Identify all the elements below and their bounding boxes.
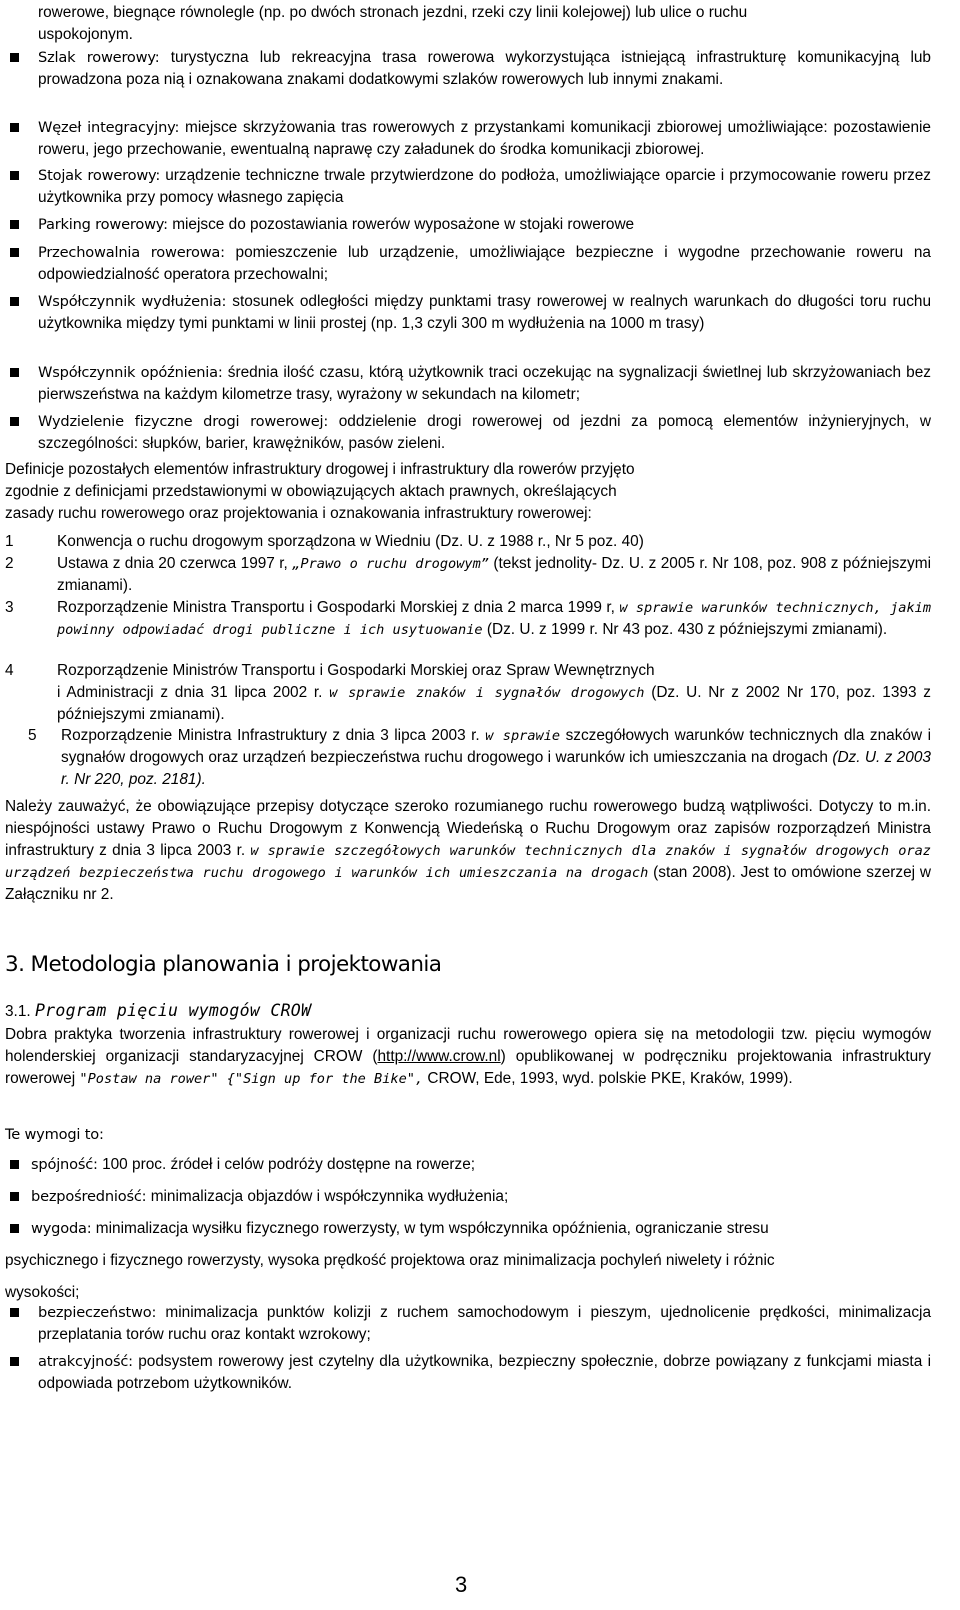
act-item: Rozporządzenie Ministra Transportu i Gospodarki Morskiej z dnia 2 marca 1999 r, w sprawie warunków technicznych, jakim powinny odpowiadać drogi publiczne i ich usytuowanie (Dz. U. z 1999 r. Nr 43 poz. 430 z późniejszymi zmianami).: [57, 599, 931, 638]
defs-intro-line-1: Definicje pozostałych elementów infrastruktury drogowej i infrastruktury dla rowerów przyjęto: [5, 461, 635, 478]
act-number: 3: [5, 599, 14, 616]
bullet-icon: [10, 53, 19, 62]
act-item: Ustawa z dnia 20 czerwca 1997 r, „Prawo o ruchu drogowym” (tekst jednolity- Dz. U. z 2005 r. Nr 108, poz. 908 z późniejszymi zmianami).: [57, 555, 931, 594]
definition-item: Parking rowerowy: miejsce do pozostawiania rowerów wyposażone w stojaki rowerowe: [38, 216, 635, 233]
requirement-item-line-2: psychicznego i fizycznego rowerzysty, wysoka prędkość projektowa oraz minimalizacja pochyleń niwelety i różnic: [5, 1252, 775, 1269]
bullet-icon: [10, 417, 19, 426]
defs-intro-line-2: zgodnie z definicjami przedstawionymi w obowiązujących aktach prawnych, określających: [5, 483, 617, 500]
intro-line-2: uspokojonym.: [38, 26, 133, 43]
intro-line-1: rowerowe, biegnące równolegle (np. po dwóch stronach jezdni, rzeki czy linii kolejowej) lub ulice o ruchu: [38, 4, 748, 21]
requirement-item-line-3: wysokości;: [5, 1284, 80, 1301]
definition-item: Współczynnik wydłużenia: stosunek odległości między punktami trasy rowerowej w realnych warunkach do długości toru ruchu użytkownika między tymi punktami w linii prostej (np. 1,3 czyli 300 m wydłużenia na 1000 m trasy): [38, 293, 932, 332]
requirements-heading: Te wymogi to:: [5, 1126, 104, 1143]
act-number: 4: [5, 662, 14, 679]
page-number: 3: [455, 1572, 468, 1597]
defs-intro-line-3: zasady ruchu rowerowego oraz projektowania i oznakowania infrastruktury rowerowej:: [5, 505, 592, 522]
requirement-item: atrakcyjność: podsystem rowerowy jest czytelny dla użytkownika, bezpieczny społecznie, dobrze powiązany z funkcjami miasta i odpowiada potrzebom użytkowników.: [38, 1353, 932, 1392]
bullet-icon: [10, 123, 19, 132]
definition-item: Stojak rowerowy: urządzenie techniczne trwale przytwierdzone do podłoża, umożliwiające oparcie i przymocowanie roweru przez użytkownika przy pomocy własnego zapięcia: [38, 167, 932, 206]
bullet-icon: [10, 171, 19, 180]
requirement-item: bezpieczeństwo: minimalizacja punktów kolizji z ruchem samochodowym i pieszym, ujednolicenie prędkości, minimalizacja przeplatania torów ruchu oraz kontakt wzrokowy;: [38, 1304, 932, 1343]
act-item-line-1: Rozporządzenie Ministrów Transportu i Gospodarki Morskiej oraz Spraw Wewnętrznych: [57, 662, 655, 679]
act-number: 2: [5, 555, 14, 572]
requirement-item: bezpośredniość: minimalizacja objazdów i współczynnika wydłużenia;: [31, 1188, 509, 1205]
act-number: 5: [28, 727, 37, 744]
bullet-icon: [10, 220, 19, 229]
bullet-icon: [10, 1160, 19, 1169]
subsection-heading: 3.1. Program pięciu wymogów CROW: [5, 1001, 312, 1020]
definition-item: Szlak rowerowy: turystyczna lub rekreacyjna trasa rowerowa wykorzystująca istniejącą infrastrukturę komunikacyjną lub prowadzona poza nią i oznakowana znakami dodatkowymi szlaków rowerowych lub innymi znakami.: [38, 49, 931, 88]
note-paragraph: Należy zauważyć, że obowiązujące przepisy dotyczące szeroko rozumianego ruchu rowerowego budzą wątpliwości. Dotyczy to m.in. niespójności ustawy Prawo o Ruchu Drogowym z Konwencją Wiedeńską o Ruchu Drogowym oraz zapisów rozporządzeń Ministra infrastruktury z dnia 3 lipca 2003 r. w sprawie szczegółowych warunków technicznych dla znaków i sygnałów drogowych oraz urządzeń bezpieczeństwa ruchu drogowego i warunków ich umieszczania na drogach (stan 2008). Jest to omówione szerzej w Załączniku nr 2.: [5, 798, 931, 903]
bullet-icon: [10, 248, 19, 257]
definition-item: Wydzielenie fizyczne drogi rowerowej: oddzielenie drogi rowerowej od jezdni za pomocą elementów inżynieryjnych, w szczególności: słupków, barier, krawężników, pasów zieleni.: [38, 413, 931, 452]
act-item: Konwencja o ruchu drogowym sporządzona w Wiedniu (Dz. U. z 1988 r., Nr 5 poz. 40): [57, 533, 644, 550]
bullet-icon: [10, 1224, 19, 1233]
bullet-icon: [10, 1308, 19, 1317]
act-item: i Administracji z dnia 31 lipca 2002 r. w sprawie znaków i sygnałów drogowych (Dz. U. Nr z 2002 Nr 170, poz. 1393 z późniejszymi zmianami).: [57, 684, 931, 723]
requirement-item: spójność: 100 proc. źródeł i celów podróży dostępne na rowerze;: [31, 1156, 476, 1173]
bullet-icon: [10, 297, 19, 306]
section-heading: 3. Metodologia planowania i projektowania: [5, 952, 442, 977]
bullet-icon: [10, 368, 19, 377]
definition-item: Węzeł integracyjny: miejsce skrzyżowania tras rowerowych z przystankami komunikacji zbiorowej umożliwiające: pozostawienie roweru, jego przechowanie, ewentualną naprawę czy załadunek do środka komunikacji zbiorowej.: [38, 119, 931, 158]
act-item: Rozporządzenie Ministra Infrastruktury z dnia 3 lipca 2003 r. w sprawie szczegółowych warunków technicznych dla znaków i sygnałów drogowych oraz urządzeń bezpieczeństwa ruchu drogowego i warunków ich umieszczania na drogach (Dz. U. z 2003 r. Nr 220, poz. 2181).: [61, 727, 931, 788]
act-number: 1: [5, 533, 14, 550]
bullet-icon: [10, 1357, 19, 1366]
definition-item: Przechowalnia rowerowa: pomieszczenie lub urządzenie, umożliwiające bezpieczne i wygodne przechowanie roweru na odpowiedzialność operatora przechowalni;: [38, 244, 931, 283]
crow-link[interactable]: http://www.crow.nl: [377, 1048, 501, 1065]
crow-paragraph: Dobra praktyka tworzenia infrastruktury rowerowej i organizacji ruchu rowerowego opiera się na metodologii tzw. pięciu wymogów holenderskiej organizacji standaryzacyjnej CROW (http://www.crow.nl) opublikowanej w podręczniku projektowania infrastruktury rowerowej "Postaw na rower" {"Sign up for the Bike", CROW, Ede, 1993, wyd. polskie PKE, Kraków, 1999).: [5, 1026, 931, 1087]
requirement-item: wygoda: minimalizacja wysiłku fizycznego rowerzysty, w tym współczynnika opóźnienia, ograniczanie stresu: [31, 1220, 769, 1237]
definition-item: Współczynnik opóźnienia: średnia ilość czasu, którą użytkownik traci oczekując na sygnalizacji świetlnej lub skrzyżowaniach bez pierwszeństwa na każdym kilometrze trasy, wyrażony w sekundach na kilometr;: [38, 364, 931, 403]
bullet-icon: [10, 1192, 19, 1201]
